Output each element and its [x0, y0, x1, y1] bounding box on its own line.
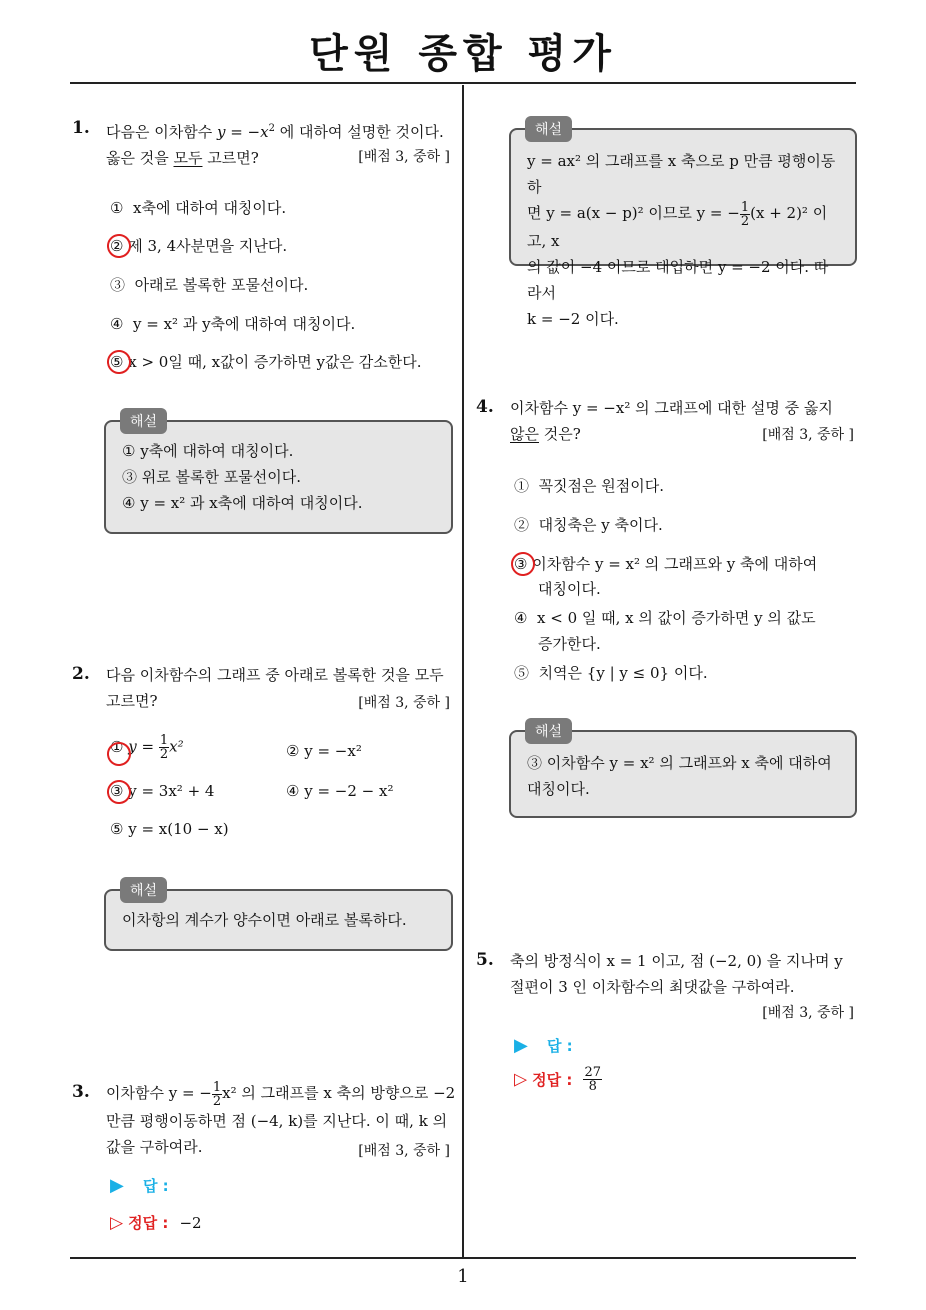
outline-play-icon: ▷: [110, 1213, 124, 1233]
bottom-divider: [70, 1257, 856, 1259]
correct-label: 정답 :: [128, 1214, 169, 1232]
explanation-text: 면 y = a(x − p)² 이므로 y = −: [527, 204, 740, 222]
choice-mark: ①: [514, 477, 530, 495]
q4-meta: [배점 3, 중하 ]: [762, 427, 854, 443]
q5-meta: [배점 3, 중하 ]: [762, 1005, 854, 1021]
choice-text: x축에 대하여 대칭이다.: [133, 199, 287, 217]
choice-mark: ⑤: [514, 664, 530, 682]
explanation-line: 의 값이 −4 이므로 대입하면 y = −2 이다. 따라서: [527, 257, 829, 302]
choice-mark: ②: [514, 516, 530, 534]
choice-mark: ①: [110, 737, 124, 756]
fraction-numerator: 1: [740, 199, 750, 215]
page-number: 1: [457, 1266, 469, 1287]
q3-answer-row[interactable]: [110, 1175, 169, 1196]
choice-text: 제 3, 4사분면을 지난다.: [128, 237, 288, 255]
q4-text-b: 것은?: [538, 425, 581, 443]
page-title: 단원 종합 평가: [309, 31, 617, 77]
q4-explanation-box: [509, 724, 857, 818]
choice-mark-wrap: [110, 237, 123, 255]
q1-choice-2[interactable]: [110, 235, 287, 256]
q5-number: 5.: [476, 950, 494, 970]
choice-mark: ③: [514, 555, 528, 573]
q2-explanation-box: [104, 883, 453, 951]
q5-correct-row: [514, 1066, 602, 1093]
choice-mark: ②: [110, 237, 124, 255]
choice-mark: ④: [110, 315, 124, 333]
q1-math: y = −x: [216, 123, 269, 141]
q1-meta: [배점 3, 중하 ]: [358, 149, 450, 165]
q5-line-1: 축의 방정식이 x = 1 이고, 점 (−2, 0) 을 지나며 y: [510, 952, 843, 970]
explanation-tag: 해설: [525, 718, 572, 744]
q1-choice-1[interactable]: [110, 197, 286, 218]
q2-line-2: 고르면?: [106, 692, 158, 710]
explanation-line: 이차항의 계수가 양수이면 아래로 볼록하다.: [122, 911, 407, 929]
q1-choice-3[interactable]: [110, 274, 308, 295]
top-divider: [70, 82, 856, 84]
q4-choice-4-cont: 증가한다.: [538, 635, 601, 653]
choice-mark: ①: [110, 199, 124, 217]
q1-text-c: 옳은 것을: [106, 149, 174, 167]
fraction-numerator: 1: [159, 733, 169, 748]
explanation-tag: 해설: [525, 116, 572, 142]
explanation-line: ① y축에 대하여 대칭이다.: [122, 442, 294, 460]
q4-choice-3[interactable]: [514, 553, 817, 574]
q3-line-3: 값을 구하여라.: [106, 1137, 203, 1156]
q3-number: 3.: [72, 1082, 90, 1102]
q1-underline: 모두: [173, 149, 203, 167]
correct-value: −2: [179, 1214, 202, 1232]
fraction-denominator: 2: [740, 213, 750, 229]
q1-text-b: 에 대하여 설명한 것이다.: [279, 123, 444, 141]
q4-line-1: 이차함수 y = −x² 의 그래프에 대한 설명 중 옳지: [510, 399, 833, 417]
explanation-line: ③ 위로 볼록한 포물선이다.: [122, 468, 301, 486]
q3-explanation-box: [509, 122, 857, 328]
q1-text-d: 고르면?: [202, 149, 259, 167]
q2-choice-2[interactable]: ② y = −x²: [286, 742, 362, 760]
choice-text: 이차함수 y = x² 의 그래프와 y 축에 대하여: [532, 555, 818, 573]
choice-text: 치역은 {y | y ≤ 0} 이다.: [538, 664, 708, 682]
q4-choice-4[interactable]: [514, 607, 816, 628]
fraction: [159, 734, 169, 761]
choice-text: 아래로 볼록한 포물선이다.: [134, 276, 309, 294]
explanation-line: ④ y = x² 과 x축에 대하여 대칭이다.: [122, 494, 363, 512]
explanation-tag: 해설: [120, 877, 167, 903]
column-divider: [462, 85, 464, 1257]
explanation-line: 대칭이다.: [527, 780, 590, 798]
q1-number: 1.: [72, 118, 90, 138]
q4-choice-1[interactable]: [514, 475, 664, 496]
q3-text-b: x² 의 그래프를 x 축의 방향으로 −2: [222, 1084, 456, 1102]
fraction: [212, 1081, 222, 1108]
play-icon: ▶: [110, 1175, 124, 1196]
choice-mark-wrap: [110, 783, 128, 801]
q1-text-a: 다음은 이차함수: [106, 123, 217, 141]
q1-explanation-box: [104, 414, 453, 534]
explanation-text: (x + 2)² 이고, x: [527, 204, 828, 250]
q3-line-2: 만큼 평행이동하면 점 (−4, k)를 지난다. 이 때, k 의: [106, 1111, 448, 1130]
q1-choice-4[interactable]: [110, 313, 355, 334]
q3-meta: [배점 3, 중하 ]: [358, 1143, 450, 1159]
q4-choice-3-cont: 대칭이다.: [538, 580, 601, 598]
q1-choice-5[interactable]: [110, 351, 422, 372]
q4-underline: 않은: [510, 425, 539, 443]
answer-label: 답 :: [546, 1037, 573, 1055]
choice-text: 꼭짓점은 원점이다.: [538, 477, 665, 495]
choice-text: y =: [128, 737, 159, 756]
q1-text: 다음은 이차함수 $y = -x^2$ 에 대하여 설명한 것이다. 옳은 것을 모두 고르면?: [106, 123, 444, 167]
choice-mark-wrap: [110, 353, 123, 371]
choice-text: x²: [169, 737, 184, 756]
q2-line-1: 다음 이차함수의 그래프 중 아래로 볼록한 것을 모두: [106, 666, 444, 684]
q2-choice-3[interactable]: [110, 782, 214, 801]
q5-line-2: 절편이 3 인 이차함수의 최댓값을 구하여라.: [510, 978, 795, 996]
explanation-line: k = −2 이다.: [527, 309, 619, 328]
fraction-denominator: 2: [212, 1093, 222, 1109]
choice-text: ③ y = 3x² + 4: [110, 782, 215, 800]
q4-choice-5[interactable]: [514, 662, 708, 683]
fraction: [740, 201, 750, 228]
q2-choice-1[interactable]: [110, 734, 184, 761]
q5-answer-row[interactable]: [514, 1035, 573, 1056]
q4-choice-2[interactable]: [514, 514, 663, 535]
q4-number: 4.: [476, 397, 494, 417]
fraction-numerator: 27: [584, 1065, 602, 1080]
explanation-tag: 해설: [120, 408, 167, 434]
choice-mark: ⑤: [110, 353, 124, 371]
choice-text: 대칭축은 y 축이다.: [538, 516, 663, 534]
outline-play-icon: ▷: [514, 1069, 528, 1090]
choice-text: x > 0일 때, x값이 증가하면 y값은 감소한다.: [128, 353, 422, 371]
choice-text: y = x² 과 y축에 대하여 대칭이다.: [133, 315, 356, 333]
q2-meta: [배점 3, 중하 ]: [358, 695, 450, 711]
play-icon: ▶: [514, 1035, 528, 1056]
q2-choice-5[interactable]: ⑤ y = x(10 − x): [110, 820, 229, 838]
q3-correct-row: [110, 1212, 202, 1233]
q5-text: [510, 948, 860, 1000]
choice-mark: ④: [514, 609, 528, 627]
choice-text: x < 0 일 때, x 의 값이 증가하면 y 의 값도: [537, 609, 816, 627]
correct-fraction: [583, 1066, 602, 1093]
fraction-denominator: 2: [159, 747, 169, 762]
fraction-denominator: 8: [588, 1079, 597, 1094]
fraction-numerator: 1: [212, 1079, 222, 1095]
q3-text-a: 이차함수 y = −: [106, 1084, 212, 1102]
correct-label: 정답 :: [532, 1071, 573, 1089]
choice-mark: ③: [110, 276, 126, 294]
q2-number: 2.: [72, 664, 90, 684]
q2-choice-4[interactable]: ④ y = −2 − x²: [286, 782, 394, 800]
explanation-line: ③ 이차함수 y = x² 의 그래프와 x 축에 대하여: [527, 754, 832, 772]
choice-mark-wrap: [514, 555, 527, 573]
choice-mark-wrap: [110, 738, 123, 756]
answer-label: 답 :: [142, 1177, 169, 1195]
explanation-line: y = ax² 의 그래프를 x 축으로 p 만큼 평행이동하: [527, 152, 836, 196]
